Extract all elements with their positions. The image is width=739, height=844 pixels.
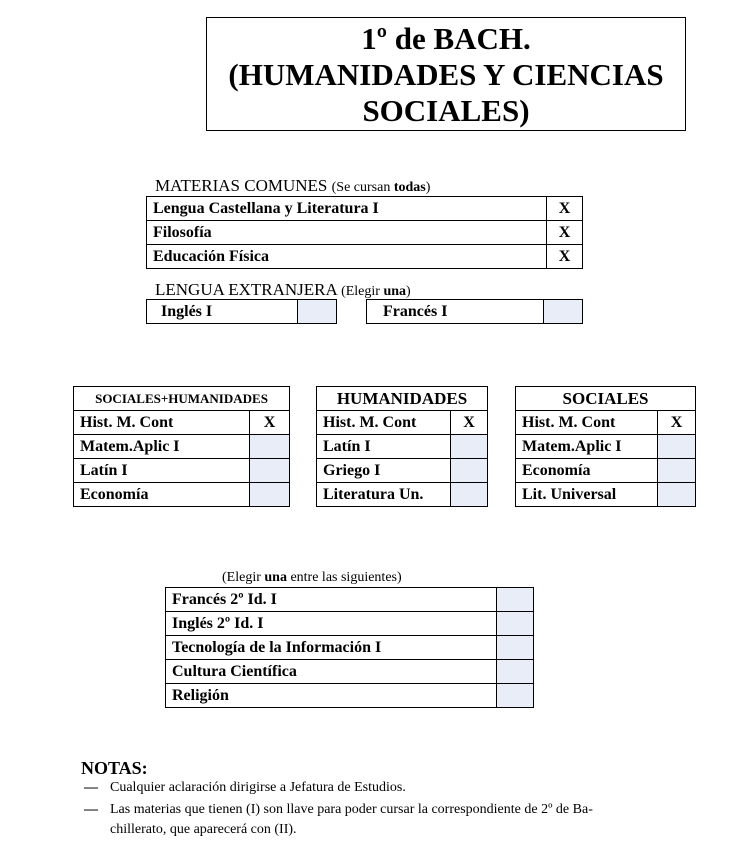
title-line-3: SOCIALES) [362, 93, 530, 128]
subject-label: Literatura Un. [317, 483, 451, 507]
modalidad-humanidades [316, 386, 488, 507]
comunes-note: (Se cursan todas) [331, 180, 431, 195]
subject-label: Hist. M. Cont [74, 411, 250, 435]
subject-checkbox[interactable] [250, 435, 290, 459]
subject-checkbox[interactable] [544, 300, 583, 324]
table-row [147, 221, 583, 245]
modalidad-heading: SOCIALES+HUMANIDADES [74, 387, 290, 411]
lengua-heading [155, 280, 411, 300]
lengua-note: (Elegir una) [341, 284, 411, 299]
subject-label: Latín I [317, 435, 451, 459]
subject-label: Economía [516, 459, 658, 483]
subject-checkbox[interactable] [658, 483, 696, 507]
subject-label: Tecnología de la Información I [166, 636, 497, 660]
subject-checkbox[interactable] [658, 435, 696, 459]
title-line-2: (HUMANIDADES Y CIENCIAS [228, 57, 664, 92]
comunes-heading-text: MATERIAS COMUNES [155, 176, 328, 195]
table-row [317, 411, 488, 435]
table-row [516, 483, 696, 507]
subject-checkbox[interactable]: X [250, 411, 290, 435]
subject-label: Filosofía [147, 221, 547, 245]
subject-label: Lit. Universal [516, 483, 658, 507]
table-row [317, 483, 488, 507]
modalidad-heading: HUMANIDADES [317, 387, 488, 411]
table-row [516, 411, 696, 435]
subject-checkbox[interactable]: X [658, 411, 696, 435]
lengua-option-frances [366, 299, 583, 324]
modalidad-sociales-humanidades [73, 386, 290, 507]
subject-label: Lengua Castellana y Literatura I [147, 197, 547, 221]
table-row [74, 459, 290, 483]
subject-label: Economía [74, 483, 250, 507]
notes-title: NOTAS: [81, 758, 148, 778]
note-text: Las materias que tienen (I) son llave para poder cursar la correspondiente de 2º de Ba- [110, 802, 593, 817]
title-line-1: 1º de BACH. [361, 21, 531, 56]
note-dash: — [84, 780, 98, 795]
table-row [74, 483, 290, 507]
subject-checkbox[interactable] [250, 459, 290, 483]
subject-checkbox[interactable]: X [451, 411, 488, 435]
subject-checkbox[interactable] [451, 459, 488, 483]
note-text: Cualquier aclaración dirigirse a Jefatura de Estudios. [110, 780, 406, 795]
subject-label: Griego I [317, 459, 451, 483]
subject-checkbox[interactable] [497, 612, 534, 636]
comunes-heading [155, 176, 430, 196]
subject-checkbox[interactable] [250, 483, 290, 507]
optativas-note: (Elegir una entre las siguientes) [222, 570, 402, 585]
optativas-table [165, 587, 534, 708]
table-row [516, 459, 696, 483]
table-row [74, 435, 290, 459]
subject-checkbox[interactable]: X [547, 221, 583, 245]
modalidad-heading: SOCIALES [516, 387, 696, 411]
subject-label: Hist. M. Cont [317, 411, 451, 435]
table-row [367, 300, 583, 324]
note-item [84, 800, 704, 820]
comunes-table [146, 196, 583, 269]
table-row [166, 612, 534, 636]
subject-label: Francés 2º Id. I [166, 588, 497, 612]
note-item [84, 778, 684, 798]
table-row [317, 435, 488, 459]
table-row [166, 588, 534, 612]
subject-label: Educación Física [147, 245, 547, 269]
subject-checkbox[interactable] [497, 684, 534, 708]
table-row [166, 660, 534, 684]
subject-label: Matem.Aplic I [74, 435, 250, 459]
subject-checkbox[interactable]: X [547, 197, 583, 221]
subject-label: Cultura Científica [166, 660, 497, 684]
subject-checkbox[interactable] [451, 435, 488, 459]
title-box [206, 17, 686, 131]
table-row [74, 411, 290, 435]
subject-label: Latín I [74, 459, 250, 483]
subject-checkbox[interactable] [497, 588, 534, 612]
table-row [516, 435, 696, 459]
table-row [166, 636, 534, 660]
subject-checkbox[interactable] [658, 459, 696, 483]
lengua-option-ingles [146, 299, 337, 324]
subject-label: Matem.Aplic I [516, 435, 658, 459]
subject-label: Hist. M. Cont [516, 411, 658, 435]
table-row [147, 300, 337, 324]
table-row [147, 245, 583, 269]
subject-label: Francés I [367, 300, 544, 324]
subject-checkbox[interactable] [497, 660, 534, 684]
subject-label: Inglés 2º Id. I [166, 612, 497, 636]
modalidad-sociales [515, 386, 696, 507]
subject-checkbox[interactable] [451, 483, 488, 507]
table-row [317, 459, 488, 483]
subject-checkbox[interactable] [497, 636, 534, 660]
table-row [166, 684, 534, 708]
subject-checkbox[interactable]: X [547, 245, 583, 269]
lengua-heading-text: LENGUA EXTRANJERA [155, 280, 337, 299]
table-row [147, 197, 583, 221]
subject-label: Inglés I [147, 300, 298, 324]
subject-label: Religión [166, 684, 497, 708]
note-continuation: chillerato, que aparecerá con (II). [110, 822, 297, 837]
subject-checkbox[interactable] [298, 300, 337, 324]
note-dash: — [84, 802, 98, 817]
